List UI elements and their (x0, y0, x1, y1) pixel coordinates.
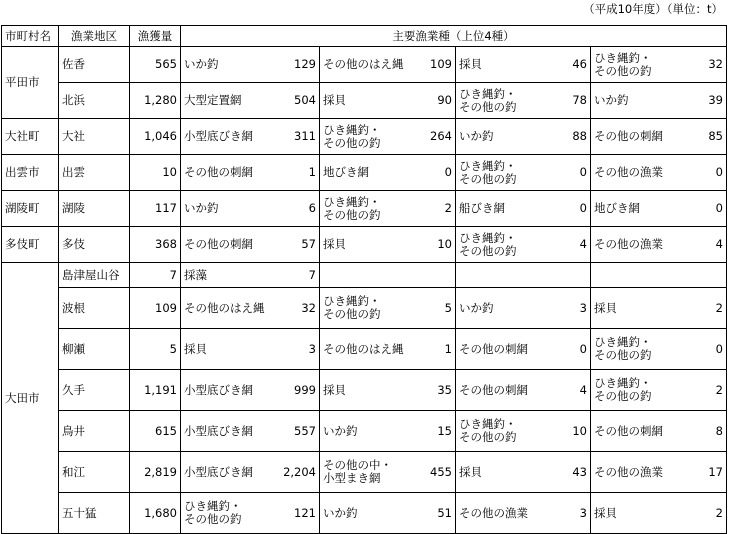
species-name-cell (320, 452, 416, 493)
species-value-cell: 4 (687, 227, 727, 263)
species-name-cell (591, 288, 687, 329)
species-value-cell: 121 (277, 493, 320, 534)
header-district: 漁業地区 (59, 26, 130, 47)
species-name-line: その他の漁業 (459, 505, 528, 520)
species-name-line: 地びき網 (594, 201, 640, 215)
catch-cell: 117 (130, 191, 181, 227)
catch-cell: 5 (130, 329, 181, 370)
district-cell: 多伎 (59, 227, 130, 263)
species-name-cell (456, 83, 552, 119)
catch-cell: 7 (130, 263, 181, 288)
species-value-cell: 311 (277, 119, 320, 155)
species-name-line: その他の刺網 (594, 129, 663, 143)
species-name-line: その他の釣 (459, 99, 517, 114)
species-name-cell (181, 370, 277, 411)
species-name-line: その他の刺網 (459, 382, 528, 397)
species-name-line: ひき縄釣・ (323, 294, 381, 308)
species-value-cell: 504 (277, 83, 320, 119)
species-name-line: 地びき網 (323, 165, 369, 179)
species-name-line: ひき縄釣・ (594, 376, 652, 390)
species-value-cell: 43 (552, 452, 591, 493)
district-cell: 大社 (59, 119, 130, 155)
catch-cell: 368 (130, 227, 181, 263)
species-name-line: 採貝 (323, 93, 346, 107)
unit-note: （平成10年度）（単位：t） (583, 2, 723, 16)
species-value-cell: 0 (687, 329, 727, 370)
species-name-line: その他の漁業 (594, 237, 663, 251)
species-name-cell (456, 119, 552, 155)
species-name-cell (181, 263, 277, 288)
species-name-line: いか釣 (459, 300, 494, 315)
species-name-line: 小型まき網 (323, 471, 381, 485)
species-name-cell (320, 329, 416, 370)
species-value-cell: 7 (277, 263, 320, 288)
species-value-cell: 32 (687, 47, 727, 83)
species-name-cell (181, 83, 277, 119)
district-cell: 和江 (59, 452, 130, 493)
species-value-cell: 557 (277, 411, 320, 452)
district-cell: 波根 (59, 288, 130, 329)
species-name-cell (456, 227, 552, 263)
district-cell: 北浜 (59, 83, 130, 119)
table-row (2, 83, 727, 119)
species-name-line: 採貝 (323, 237, 346, 251)
species-name-line: 採貝 (323, 382, 346, 397)
species-name-line: その他のはえ縄 (184, 300, 265, 315)
species-name-line: ひき縄釣・ (459, 230, 517, 245)
species-name-line: いか釣 (459, 129, 494, 143)
species-name-line: いか釣 (184, 201, 219, 215)
species-name-cell (320, 370, 416, 411)
species-value-cell (687, 263, 727, 288)
species-value-cell: 4 (552, 227, 591, 263)
species-value-cell: 51 (416, 493, 456, 534)
species-name-cell (181, 47, 277, 83)
species-value-cell: 109 (416, 47, 456, 83)
species-name-cell (456, 370, 552, 411)
species-value-cell: 46 (552, 47, 591, 83)
district-cell: 鳥井 (59, 411, 130, 452)
species-name-line: その他のはえ縄 (323, 341, 404, 356)
species-value-cell: 15 (416, 411, 456, 452)
species-name-cell (181, 329, 277, 370)
catch-cell: 109 (130, 288, 181, 329)
species-name-line: その他の釣 (323, 307, 381, 321)
species-name-cell (181, 288, 277, 329)
species-value-cell: 5 (416, 288, 456, 329)
species-name-cell (320, 227, 416, 263)
species-name-cell (591, 411, 687, 452)
species-name-line: ひき縄釣・ (459, 86, 517, 101)
species-name-line: ひき縄釣・ (594, 335, 652, 349)
catch-cell: 1,680 (130, 493, 181, 534)
species-name-line: その他の釣 (459, 430, 517, 444)
species-name-line: その他のはえ縄 (323, 57, 404, 71)
species-name-line: 小型底びき網 (184, 464, 253, 479)
species-name-line: いか釣 (594, 93, 629, 107)
species-name-cell (320, 493, 416, 534)
species-name-line: 採貝 (459, 57, 482, 71)
species-value-cell: 6 (277, 191, 320, 227)
species-value-cell: 2 (687, 493, 727, 534)
species-name-line: その他の漁業 (594, 464, 663, 479)
header-row (2, 26, 727, 47)
species-name-cell (456, 263, 552, 288)
species-name-cell (591, 191, 687, 227)
species-value-cell: 455 (416, 452, 456, 493)
table-row (2, 329, 727, 370)
species-value-cell: 0 (552, 191, 591, 227)
species-name-cell (591, 47, 687, 83)
table-row (2, 47, 727, 83)
species-value-cell: 999 (277, 370, 320, 411)
species-name-line: その他の刺網 (459, 341, 528, 356)
species-name-cell (320, 155, 416, 191)
species-value-cell: 0 (552, 155, 591, 191)
species-name-line: 採藻 (184, 267, 207, 282)
species-name-line: 船びき網 (459, 201, 505, 215)
species-value-cell: 10 (552, 411, 591, 452)
species-name-line: その他の漁業 (594, 165, 663, 179)
species-name-cell (591, 227, 687, 263)
species-value-cell: 1 (416, 329, 456, 370)
species-name-line: ひき縄釣・ (459, 158, 517, 173)
species-value-cell: 57 (277, 227, 320, 263)
species-name-line: その他の釣 (323, 135, 381, 150)
district-cell: 出雲 (59, 155, 130, 191)
species-name-line: 採貝 (594, 300, 617, 315)
species-name-cell (591, 83, 687, 119)
species-name-cell (456, 288, 552, 329)
species-value-cell: 32 (277, 288, 320, 329)
species-name-cell (320, 47, 416, 83)
municipality-cell: 大田市 (2, 263, 59, 534)
species-name-cell (456, 493, 552, 534)
table-row (2, 370, 727, 411)
species-name-cell (181, 191, 277, 227)
species-name-cell (456, 155, 552, 191)
species-name-cell (181, 452, 277, 493)
species-name-line: 小型底びき網 (184, 129, 253, 143)
species-name-cell (320, 191, 416, 227)
species-value-cell: 3 (277, 329, 320, 370)
table-row (2, 119, 727, 155)
catch-cell: 565 (130, 47, 181, 83)
species-name-cell (181, 227, 277, 263)
species-name-cell (591, 119, 687, 155)
municipality-cell: 湖陵町 (2, 191, 59, 227)
species-name-line: その他の刺網 (184, 165, 253, 179)
catch-cell: 1,046 (130, 119, 181, 155)
species-name-line: いか釣 (323, 423, 358, 438)
species-name-cell (181, 493, 277, 534)
species-name-line: その他の釣 (594, 389, 652, 403)
table-row (2, 288, 727, 329)
species-name-line: 大型定置網 (184, 93, 242, 107)
species-value-cell: 35 (416, 370, 456, 411)
species-value-cell: 85 (687, 119, 727, 155)
species-name-cell (591, 155, 687, 191)
species-name-line: その他の釣 (184, 512, 242, 526)
table-row (2, 191, 727, 227)
species-name-line: ひき縄釣・ (594, 50, 652, 65)
municipality-cell: 多伎町 (2, 227, 59, 263)
species-name-line: その他の刺網 (594, 423, 663, 438)
catch-cell: 10 (130, 155, 181, 191)
species-name-cell (320, 288, 416, 329)
district-cell: 五十猛 (59, 493, 130, 534)
header-major-species: 主要漁業種（上位4種） (181, 26, 727, 47)
species-value-cell: 4 (552, 370, 591, 411)
species-value-cell: 264 (416, 119, 456, 155)
species-name-cell (456, 191, 552, 227)
fishery-table (1, 25, 727, 534)
species-value-cell: 2 (687, 370, 727, 411)
species-name-line: 採貝 (459, 464, 482, 479)
species-name-line: ひき縄釣・ (323, 194, 381, 209)
species-value-cell: 10 (416, 227, 456, 263)
species-name-line: その他の釣 (594, 348, 652, 362)
catch-cell: 1,191 (130, 370, 181, 411)
species-name-cell (456, 452, 552, 493)
species-value-cell (552, 263, 591, 288)
table-row (2, 411, 727, 452)
species-name-cell (181, 155, 277, 191)
district-cell: 佐香 (59, 47, 130, 83)
species-value-cell: 3 (552, 493, 591, 534)
species-value-cell: 0 (687, 191, 727, 227)
species-name-line: 小型底びき網 (184, 423, 253, 438)
species-value-cell: 0 (416, 155, 456, 191)
district-cell: 島津屋山谷 (59, 263, 130, 288)
species-name-line: その他の釣 (459, 243, 517, 258)
table-row (2, 493, 727, 534)
district-cell: 柳瀬 (59, 329, 130, 370)
species-name-cell (591, 329, 687, 370)
species-name-cell (591, 263, 687, 288)
species-name-line: 小型底びき網 (184, 382, 253, 397)
species-name-line: その他の釣 (459, 171, 517, 186)
species-value-cell (416, 263, 456, 288)
species-name-cell (320, 83, 416, 119)
species-name-cell (456, 47, 552, 83)
catch-cell: 1,280 (130, 83, 181, 119)
species-value-cell: 8 (687, 411, 727, 452)
species-name-line: ひき縄釣・ (323, 122, 381, 137)
species-value-cell: 17 (687, 452, 727, 493)
species-name-line: その他の釣 (323, 207, 381, 222)
species-name-cell (456, 329, 552, 370)
species-name-cell (591, 493, 687, 534)
species-value-cell: 1 (277, 155, 320, 191)
species-name-cell (181, 411, 277, 452)
species-name-cell (320, 119, 416, 155)
species-name-line: 採貝 (184, 341, 207, 356)
header-municipality: 市町村名 (2, 26, 59, 47)
species-name-line: ひき縄釣・ (459, 417, 517, 431)
table-row (2, 263, 727, 288)
species-value-cell: 39 (687, 83, 727, 119)
table-body (2, 47, 727, 534)
species-name-line: その他の刺網 (184, 237, 253, 251)
municipality-cell: 大社町 (2, 119, 59, 155)
species-name-cell (320, 263, 416, 288)
species-value-cell: 2 (687, 288, 727, 329)
species-name-cell (591, 452, 687, 493)
species-name-cell (320, 411, 416, 452)
catch-cell: 2,819 (130, 452, 181, 493)
municipality-cell: 出雲市 (2, 155, 59, 191)
species-value-cell: 129 (277, 47, 320, 83)
species-name-line: ひき縄釣・ (184, 499, 242, 513)
species-name-line: その他の中・ (323, 458, 392, 472)
district-cell: 湖陵 (59, 191, 130, 227)
species-name-cell (181, 119, 277, 155)
species-value-cell: 78 (552, 83, 591, 119)
catch-cell: 615 (130, 411, 181, 452)
table-row (2, 155, 727, 191)
municipality-cell: 平田市 (2, 47, 59, 119)
species-name-line: いか釣 (323, 505, 358, 520)
species-name-line: 採貝 (594, 505, 617, 520)
header-catch: 漁獲量 (130, 26, 181, 47)
species-value-cell: 0 (552, 329, 591, 370)
species-name-line: いか釣 (184, 57, 219, 71)
district-cell: 久手 (59, 370, 130, 411)
species-value-cell: 2 (416, 191, 456, 227)
species-value-cell: 88 (552, 119, 591, 155)
species-name-cell (456, 411, 552, 452)
species-value-cell: 2,204 (277, 452, 320, 493)
table-row (2, 452, 727, 493)
species-value-cell: 90 (416, 83, 456, 119)
species-name-cell (591, 370, 687, 411)
species-value-cell: 0 (687, 155, 727, 191)
table-row (2, 227, 727, 263)
species-value-cell: 3 (552, 288, 591, 329)
species-name-line: その他の釣 (594, 63, 652, 78)
